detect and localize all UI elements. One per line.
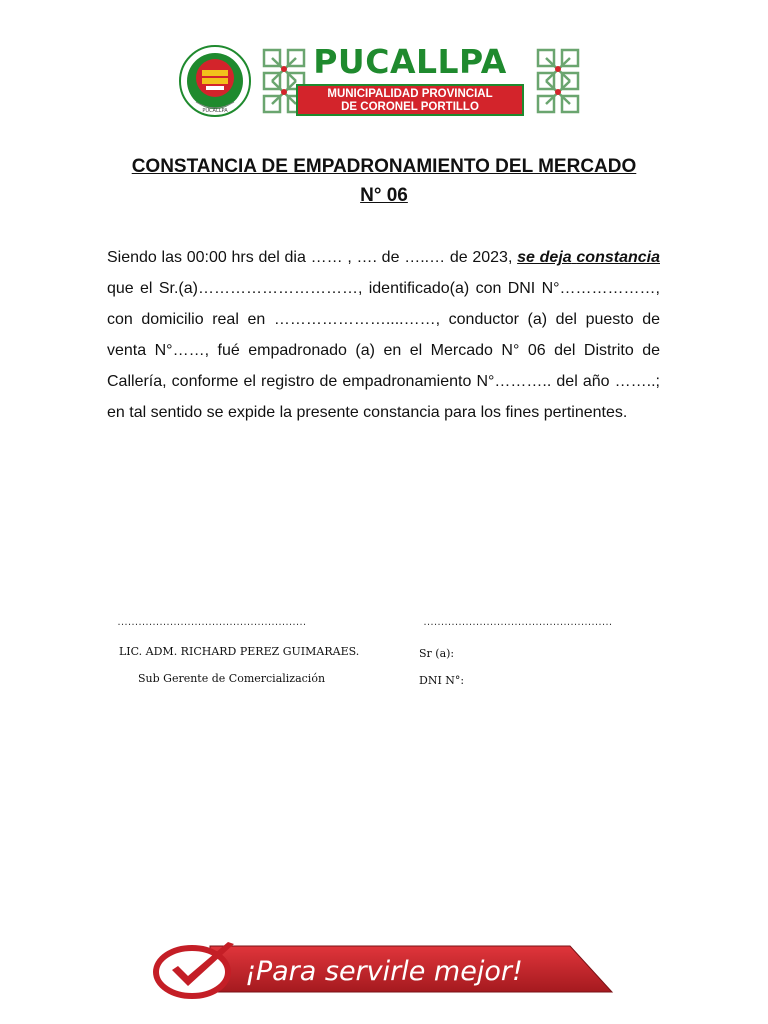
check-mark-icon bbox=[152, 940, 238, 1000]
document-title-line-2: N° 06 bbox=[360, 185, 408, 206]
body-text-part-2: que el Sr.(a)…………………………, identificado(a) con DNI N°………………, con domicilio real en …………………....……, conductor (a) del puesto de venta N°……, fué empadronado (a) en el Mercado N° 06 del Distrito de Callería, conforme el registro de empadronamiento N°……….. del año ……..; en tal sentido se expide la presente constancia para los fines pertinentes. bbox=[107, 280, 660, 421]
body-text-part-1: Siendo las 00:00 hrs del dia …… , …. de …..… de 2023, bbox=[107, 249, 518, 266]
municipality-line-2: DE CORONEL PORTILLO bbox=[341, 101, 479, 113]
municipality-header bbox=[172, 38, 592, 124]
municipality-line-1: MUNICIPALIDAD PROVINCIAL bbox=[327, 88, 493, 100]
body-highlight-2: constancia bbox=[576, 249, 660, 266]
document-title-line-1: CONSTANCIA DE EMPADRONAMIENTO DEL MERCADO bbox=[131, 156, 637, 177]
body-highlight-1: se deja bbox=[517, 249, 572, 266]
signature-line-left: ……………………………………………… bbox=[117, 616, 306, 628]
footer-slogan: ¡Para servirle mejor! bbox=[245, 956, 523, 987]
brand-block bbox=[292, 42, 528, 120]
signer-name: LIC. ADM. RICHARD PEREZ GUIMARAES. bbox=[119, 645, 360, 658]
footer-banner bbox=[150, 934, 620, 1004]
municipality-banner bbox=[296, 84, 524, 116]
signer-role: Sub Gerente de Comercialización bbox=[138, 672, 326, 685]
municipal-seal-icon bbox=[178, 44, 252, 118]
decorative-pattern-icon bbox=[532, 44, 584, 118]
recipient-dni-label: DNI N°: bbox=[419, 674, 465, 687]
brand-name: PUCALLPA bbox=[313, 42, 507, 81]
signature-line-right: ……………………………………………… bbox=[423, 616, 612, 628]
document-body bbox=[107, 242, 660, 428]
seal-text: PUCALLPA bbox=[202, 108, 228, 114]
recipient-name-label: Sr (a): bbox=[419, 647, 455, 660]
